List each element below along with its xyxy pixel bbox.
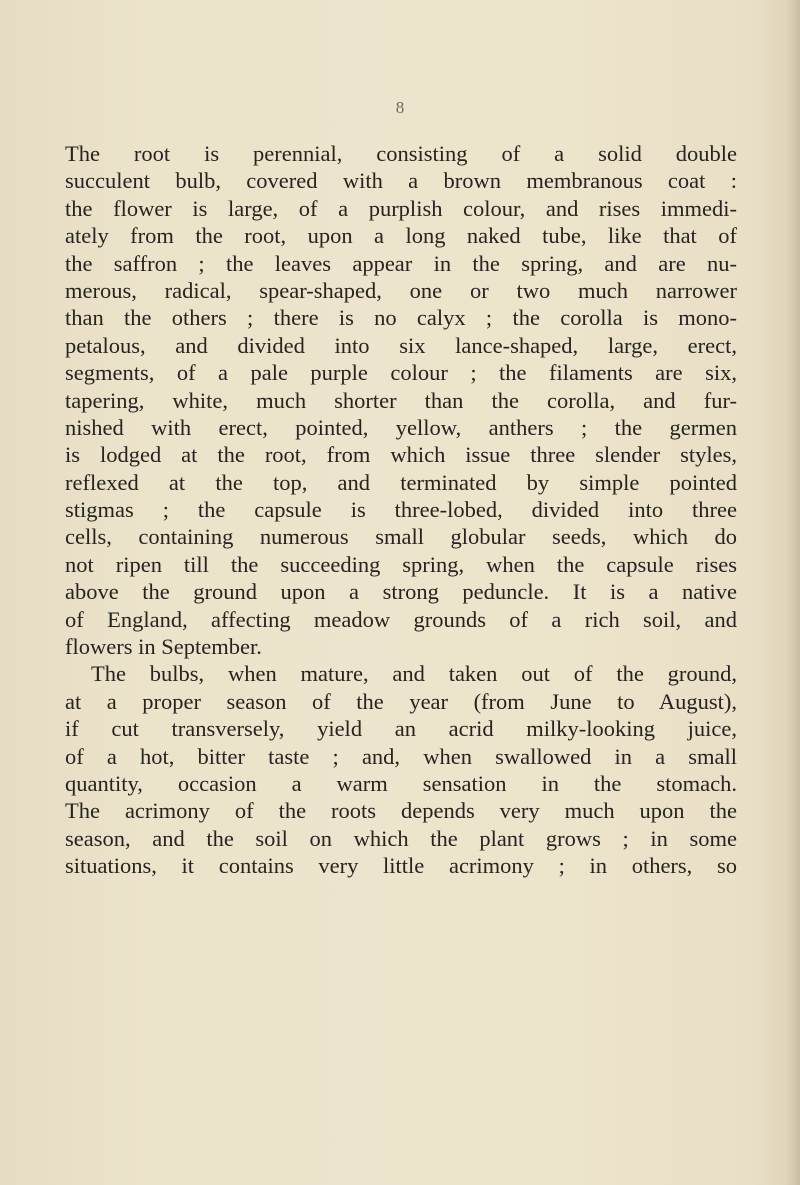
text-line: at a proper season of the year (from June to August),: [65, 688, 737, 714]
text-line: segments, of a pale purple colour ; the filaments are six,: [65, 360, 737, 386]
text-line: than the others ; there is no calyx ; the corolla is mono-: [65, 305, 737, 331]
text-line: is lodged at the root, from which issue three slender styles,: [65, 442, 737, 468]
text-line: The acrimony of the roots depends very much upon the: [65, 798, 737, 824]
text-line: of England, affecting meadow grounds of a rich soil, and: [65, 606, 737, 632]
text-line: situations, it contains very little acrimony ; in others, so: [65, 853, 737, 879]
text-line: stigmas ; the capsule is three-lobed, divided into three: [65, 497, 737, 523]
text-line: if cut transversely, yield an acrid milky-looking juice,: [65, 716, 737, 742]
text-line: of a hot, bitter taste ; and, when swallowed in a small: [65, 743, 737, 769]
text-line: The root is perennial, consisting of a solid double: [65, 141, 737, 166]
text-line: not ripen till the succeeding spring, when the capsule rises: [65, 551, 737, 577]
text-line: ately from the root, upon a long naked tube, like that of: [65, 223, 737, 249]
text-line: reflexed at the top, and terminated by simple pointed: [65, 469, 737, 495]
text-line: flowers in September.: [65, 634, 262, 660]
page-number: 8: [395, 98, 405, 117]
text-line: season, and the soil on which the plant grows ; in some: [65, 825, 737, 851]
text-line: cells, containing numerous small globular seeds, which do: [65, 524, 737, 550]
text-line: quantity, occasion a warm sensation in the stomach.: [65, 770, 737, 796]
body-text: [65, 140, 737, 880]
text-line: above the ground upon a strong peduncle. It is a native: [65, 579, 737, 605]
text-line: The bulbs, when mature, and taken out of the ground,: [91, 661, 737, 687]
text-line: succulent bulb, covered with a brown membranous coat :: [65, 168, 737, 194]
text-line: merous, radical, spear-shaped, one or two much narrower: [65, 277, 737, 303]
text-line: nished with erect, pointed, yellow, anthers ; the germen: [65, 414, 737, 440]
text-line: the flower is large, of a purplish colour, and rises immedi-: [65, 195, 737, 221]
text-line: tapering, white, much shorter than the corolla, and fur-: [65, 387, 737, 413]
text-line: the saffron ; the leaves appear in the spring, and are nu-: [65, 250, 737, 276]
text-line: petalous, and divided into six lance-shaped, large, erect,: [65, 332, 737, 358]
page-edge-shadow: [786, 0, 800, 1185]
